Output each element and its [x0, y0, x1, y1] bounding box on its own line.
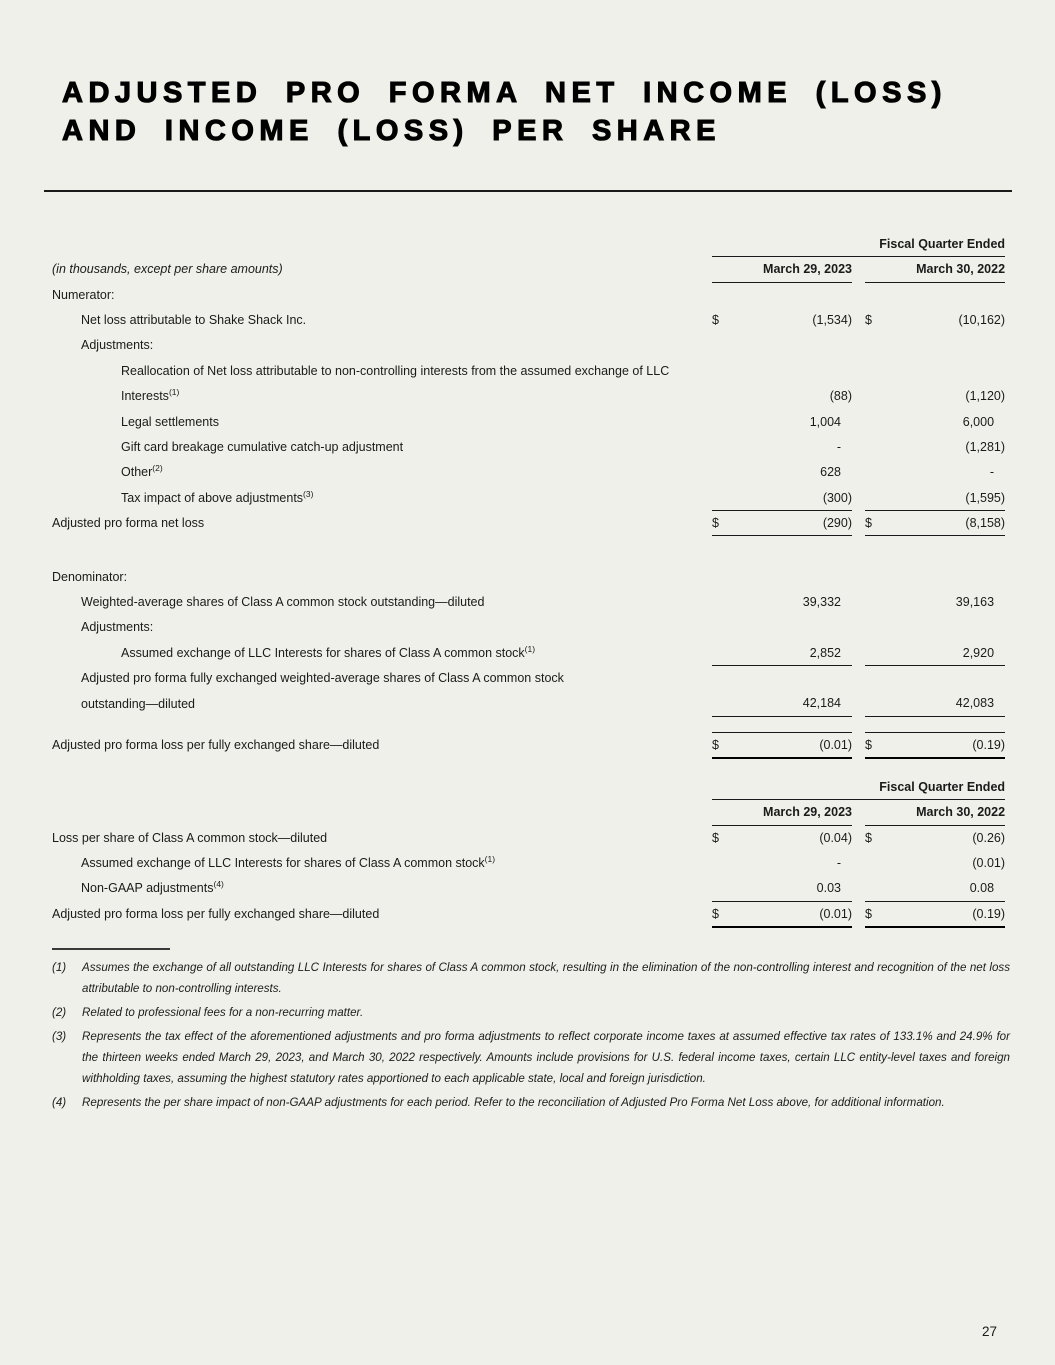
- row-label: Weighted-average shares of Class A common stock outstanding—diluted: [81, 594, 485, 609]
- value-cell: [885, 333, 1005, 358]
- gap-cell: [852, 876, 865, 901]
- row-label: Numerator:: [52, 287, 115, 302]
- table-period-header-row: [52, 776, 1005, 799]
- footnote-reference: (1): [484, 854, 496, 865]
- footnote: [52, 1002, 1010, 1023]
- row-label: Net loss attributable to Shake Shack Inc.: [81, 313, 307, 328]
- value-cell: (290): [732, 511, 852, 536]
- footnote: [52, 1092, 1010, 1113]
- row-label: Non-GAAP adjustments$^{(4)}$: [81, 879, 224, 896]
- value-cell: 42,083: [885, 691, 1005, 716]
- currency-cell: [865, 589, 885, 614]
- value-cell: (8,158): [885, 511, 1005, 536]
- row-label: Adjusted pro forma loss per fully exchanged share—diluted: [52, 737, 380, 752]
- value-cell: [732, 333, 852, 358]
- value-cell: [732, 564, 852, 589]
- table-column-header-row: [52, 799, 1005, 825]
- row-label: Adjustments:: [81, 338, 154, 353]
- gap-cell: [852, 732, 865, 757]
- gap-cell: [852, 615, 865, 640]
- currency-cell: [865, 282, 885, 307]
- currency-cell: $: [712, 313, 719, 328]
- row-label: Loss per share of Class A common stock—diluted: [52, 830, 328, 845]
- table-row: [52, 511, 1005, 536]
- header-spacer-cell: [52, 776, 712, 799]
- currency-cell: [712, 409, 732, 434]
- currency-cell: [712, 589, 732, 614]
- value-cell: (1,534): [812, 313, 852, 328]
- table-row: [52, 901, 1005, 926]
- value-cell: -: [836, 856, 841, 871]
- currency-cell: [712, 691, 732, 716]
- value-cell: 628: [820, 465, 841, 480]
- footnote-marker: (4): [52, 1096, 67, 1109]
- currency-cell: $: [865, 511, 885, 536]
- footnote-text: Assumes the exchange of all outstanding LLC Interests for shares of Class A common stock, resulting in the elimination of the non-controlling interest and recognition of the net loss attributable to non-controlling interests.: [82, 961, 1010, 995]
- gap-cell: [852, 665, 865, 690]
- currency-cell: [712, 850, 732, 875]
- footnote-text: Related to professional fees for a non-recurring matter.: [82, 1006, 364, 1019]
- gap-cell: [852, 799, 865, 825]
- footnote-marker: (1): [52, 961, 67, 974]
- footnote-divider: [52, 948, 170, 950]
- row-label: Adjusted pro forma fully exchanged weighted-average shares of Class A common stock: [81, 671, 564, 686]
- currency-cell: [865, 485, 885, 510]
- row-label: Assumed exchange of LLC Interests for shares of Class A common stock$^{(1)}$: [121, 643, 536, 660]
- value-cell: 39,332: [802, 594, 841, 609]
- table-row: [52, 434, 1005, 459]
- currency-cell: [712, 640, 732, 665]
- gap-cell: [852, 511, 865, 536]
- currency-cell: [865, 434, 885, 459]
- period-header-cell: Fiscal Quarter Ended: [712, 776, 1005, 799]
- footnote-reference: (1): [168, 387, 180, 398]
- table-row: [52, 333, 1005, 358]
- value-cell: (0.01): [732, 901, 852, 926]
- per-share-reconciliation-table: [52, 776, 1005, 928]
- value-cell: [885, 564, 1005, 589]
- financial-table: [52, 233, 1005, 759]
- gap-cell: [852, 691, 865, 716]
- row-label: Legal settlements: [121, 414, 219, 429]
- spacer-cell: [52, 536, 1005, 564]
- currency-cell: [712, 434, 732, 459]
- footnote: [52, 957, 1010, 999]
- currency-cell: [865, 615, 885, 640]
- currency-cell: [712, 384, 732, 409]
- value-cell: (1,281): [965, 440, 1006, 455]
- gap-cell: [852, 564, 865, 589]
- period-header-cell: Fiscal Quarter Ended: [712, 233, 1005, 256]
- footnote-reference: (1): [524, 643, 536, 654]
- currency-cell: [865, 850, 885, 875]
- table-column-header-row: [52, 256, 1005, 282]
- table-row: [52, 665, 1005, 690]
- footnotes-section: [52, 957, 1010, 1116]
- value-cell: [732, 282, 852, 307]
- column-header-cell: March 30, 2022: [865, 799, 1005, 825]
- value-cell: 2,852: [732, 640, 852, 665]
- spacer-row: [52, 716, 1005, 732]
- row-label: Other$^{(2)}$: [121, 463, 163, 480]
- pro-forma-net-loss-table: [52, 233, 1005, 759]
- table-row: [52, 307, 1005, 332]
- currency-cell: $: [712, 511, 732, 536]
- footnote: [52, 1026, 1010, 1089]
- table-row: [52, 282, 1005, 307]
- currency-cell: [712, 615, 732, 640]
- row-label: Gift card breakage cumulative catch-up adjustment: [121, 440, 404, 455]
- row-label: Adjusted pro forma net loss: [52, 516, 205, 531]
- currency-cell: [712, 333, 732, 358]
- value-cell: 42,184: [732, 691, 852, 716]
- currency-cell: [865, 876, 885, 901]
- page-number: 27: [982, 1324, 998, 1339]
- value-cell: (0.26): [972, 830, 1006, 845]
- value-cell: [732, 615, 852, 640]
- row-label: Adjustments:: [81, 620, 154, 635]
- value-cell: (88): [829, 389, 852, 404]
- gap-cell: [852, 901, 865, 926]
- table-row: [52, 409, 1005, 434]
- table-row: [52, 358, 1005, 383]
- title-divider: [44, 190, 1012, 192]
- value-cell: 0.03: [732, 876, 852, 901]
- currency-cell: $: [865, 830, 872, 845]
- row-label: Tax impact of above adjustments$^{(3)}$: [121, 488, 314, 505]
- table-period-header-row: [52, 233, 1005, 256]
- value-cell: 39,163: [955, 594, 995, 609]
- table-caption: [52, 799, 712, 825]
- table-row: [52, 850, 1005, 875]
- currency-cell: [865, 333, 885, 358]
- currency-cell: $: [712, 830, 719, 845]
- row-label: outstanding—diluted: [81, 696, 195, 711]
- value-cell: [885, 615, 1005, 640]
- value-cell: (0.19): [885, 732, 1005, 757]
- gap-cell: [852, 307, 865, 332]
- value-cell: (1,595): [885, 485, 1005, 510]
- currency-cell: [712, 876, 732, 901]
- value-cell: [885, 665, 1005, 690]
- financial-table: [52, 776, 1005, 928]
- gap-cell: [852, 640, 865, 665]
- gap-cell: [852, 358, 865, 383]
- value-cell: [732, 665, 852, 690]
- table-row: [52, 564, 1005, 589]
- value-cell: [885, 282, 1005, 307]
- currency-cell: $: [712, 901, 732, 926]
- table-row: [52, 589, 1005, 614]
- currency-cell: [865, 384, 885, 409]
- table-row: [52, 640, 1005, 665]
- footnote-reference: (4): [213, 879, 224, 890]
- table-caption: (in thousands, except per share amounts): [52, 262, 283, 276]
- currency-cell: $: [865, 313, 872, 328]
- gap-cell: [852, 282, 865, 307]
- currency-cell: [865, 665, 885, 690]
- table-row: [52, 460, 1005, 485]
- row-label: Adjusted pro forma loss per fully exchanged share—diluted: [52, 906, 380, 921]
- footnote-marker: (2): [52, 1006, 67, 1019]
- table-row: [52, 485, 1005, 510]
- value-cell: [732, 358, 852, 383]
- currency-cell: [865, 409, 885, 434]
- gap-cell: [852, 434, 865, 459]
- currency-cell: $: [865, 901, 885, 926]
- gap-cell: [852, 825, 865, 850]
- value-cell: -: [836, 440, 841, 455]
- value-cell: 2,920: [885, 640, 1005, 665]
- gap-cell: [852, 850, 865, 875]
- table-row: [52, 615, 1005, 640]
- value-cell: (300): [732, 485, 852, 510]
- currency-cell: [865, 640, 885, 665]
- footnote-text: Represents the tax effect of the aforementioned adjustments and pro forma adjustments to reflect corporate income taxes at assumed effective tax rates of 133.1% and 24.9% for the thirteen weeks ended March 29, 2023, and March 30, 2022 respectively. Amounts include provisions for U.S. federal income taxes, certain LLC entity-level taxes and foreign withholding taxes, assuming the highest statutory rates apportioned to each applicable state, local and foreign jurisdiction.: [82, 1030, 1010, 1085]
- footnote-reference: (3): [303, 488, 314, 499]
- table-row: [52, 691, 1005, 716]
- header-spacer-cell: [52, 233, 712, 256]
- currency-cell: [865, 564, 885, 589]
- table-row: [52, 825, 1005, 850]
- currency-cell: [712, 485, 732, 510]
- footnote-marker: (3): [52, 1030, 67, 1043]
- page-title-line2: AND INCOME (LOSS) PER SHARE: [62, 115, 721, 147]
- currency-cell: [865, 691, 885, 716]
- gap-cell: [852, 384, 865, 409]
- column-header-cell: March 29, 2023: [712, 799, 852, 825]
- value-cell: (0.01): [732, 732, 852, 757]
- table-row: [52, 876, 1005, 901]
- value-cell: (0.04): [819, 830, 852, 845]
- value-cell: 6,000: [962, 414, 995, 429]
- value-cell: 0.08: [885, 876, 1005, 901]
- spacer-row: [52, 536, 1005, 564]
- column-header-cell: March 30, 2022: [865, 256, 1005, 282]
- page-title: [62, 74, 947, 150]
- currency-cell: $: [865, 732, 885, 757]
- currency-cell: $: [712, 732, 732, 757]
- column-header-cell: March 29, 2023: [712, 256, 852, 282]
- value-cell: -: [989, 465, 995, 480]
- value-cell: (1,120): [965, 389, 1006, 404]
- currency-cell: [712, 665, 732, 690]
- gap-cell: [852, 409, 865, 434]
- gap-cell: [852, 333, 865, 358]
- value-cell: 1,004: [809, 414, 841, 429]
- currency-cell: [712, 282, 732, 307]
- page-title-line1: ADJUSTED PRO FORMA NET INCOME (LOSS): [62, 77, 947, 109]
- currency-cell: [865, 460, 885, 485]
- table-row: [52, 732, 1005, 757]
- currency-cell: [865, 358, 885, 383]
- row-label: Reallocation of Net loss attributable to non-controlling interests from the assumed exchange of LLC: [121, 363, 670, 378]
- table-row: [52, 384, 1005, 409]
- spacer-cell: [52, 716, 1005, 732]
- value-cell: (0.01): [972, 856, 1006, 871]
- gap-cell: [852, 256, 865, 282]
- value-cell: (0.19): [885, 901, 1005, 926]
- value-cell: (10,162): [958, 313, 1006, 328]
- gap-cell: [852, 485, 865, 510]
- footnote-text: Represents the per share impact of non-GAAP adjustments for each period. Refer to the reconciliation of Adjusted Pro Forma Net Loss above, for additional information.: [82, 1096, 945, 1109]
- row-label: Assumed exchange of LLC Interests for shares of Class A common stock$^{(1)}$: [81, 854, 496, 871]
- currency-cell: [712, 460, 732, 485]
- currency-cell: [712, 564, 732, 589]
- currency-cell: [712, 358, 732, 383]
- row-label: Interests$^{(1)}$: [121, 387, 180, 404]
- footnote-reference: (2): [152, 463, 163, 474]
- gap-cell: [852, 589, 865, 614]
- value-cell: [885, 358, 1005, 383]
- gap-cell: [852, 460, 865, 485]
- row-label: Denominator:: [52, 569, 128, 584]
